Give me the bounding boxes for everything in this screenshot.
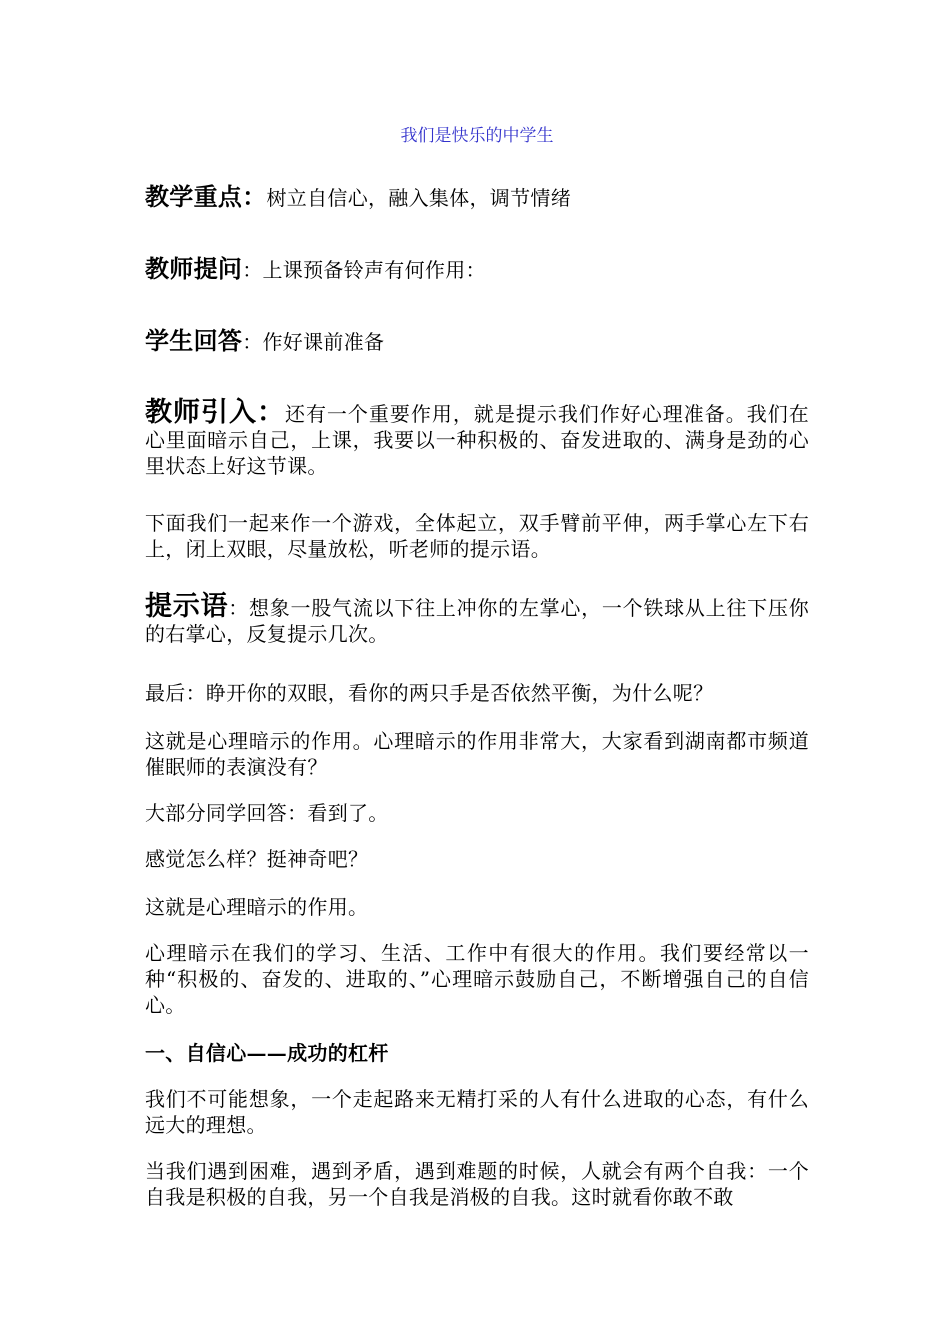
document-page	[145, 0, 809, 1344]
student-answer-label: 学生回答	[145, 326, 243, 355]
role-paragraph: 心理暗示在我们的学习、生活、工作中有很大的作用。我们要经常以一种“积极的、奋发的、进取的、”心理暗示鼓励自己，不断增强自己的自信心。	[145, 941, 809, 1017]
effect-short-paragraph: 这就是心理暗示的作用。	[145, 895, 369, 919]
teacher-question-paragraph	[145, 256, 809, 283]
section1-heading: 一、自信心——成功的杠杆	[145, 1041, 389, 1065]
prompt-paragraph	[145, 591, 809, 647]
teacher-intro-label: 教师引入：	[145, 397, 285, 428]
teacher-question-text: ：上课预备铃声有何作用：	[242, 258, 486, 282]
section1-paragraph-1: 我们不可能想象，一个走起路来无精打采的人有什么进取的心态，有什么远大的理想。	[145, 1087, 809, 1137]
feeling-paragraph: 感觉怎么样？挺神奇吧？	[145, 847, 369, 871]
document-title: 我们是快乐的中学生	[400, 126, 554, 146]
game-intro-paragraph: 下面我们一起来作一个游戏，全体起立，双手臂前平伸，两手掌心左下右上，闭上双眼，尽量放松，听老师的提示语。	[145, 511, 809, 561]
prompt-label: 提示语	[145, 591, 229, 622]
effect-paragraph: 这就是心理暗示的作用。心理暗示的作用非常大，大家看到湖南都市频道催眠师的表演没有？	[145, 729, 809, 779]
key-points-label: 教学重点：	[145, 182, 267, 211]
student-answer-text: ：作好课前准备	[242, 330, 385, 354]
teacher-intro-paragraph	[145, 397, 810, 479]
key-points-text: 树立自信心，融入集体，调节情绪	[266, 186, 571, 210]
teacher-intro-text: 还有一个重要作用，就是提示我们作好心理准备。我们在心里面暗示自己，上课，我要以一种积极的、奋发进取的、满身是劲的心里状态上好这节课。	[145, 402, 810, 478]
prompt-text: ：想象一股气流以下往上冲你的左掌心，一个铁球从上往下压你的右掌心，反复提示几次。	[145, 596, 809, 646]
section1-paragraph-2: 当我们遇到困难，遇到矛盾，遇到难题的时候，人就会有两个自我：一个自我是积极的自我，另一个自我是消极的自我。这时就看你敢不敢	[145, 1159, 809, 1209]
student-answer-paragraph	[145, 328, 809, 355]
teacher-question-label: 教师提问	[145, 254, 243, 283]
key-points-paragraph	[145, 184, 809, 211]
most-answer-paragraph: 大部分同学回答：看到了。	[145, 801, 389, 825]
final-paragraph: 最后：睁开你的双眼，看你的两只手是否依然平衡，为什么呢？	[145, 681, 714, 705]
